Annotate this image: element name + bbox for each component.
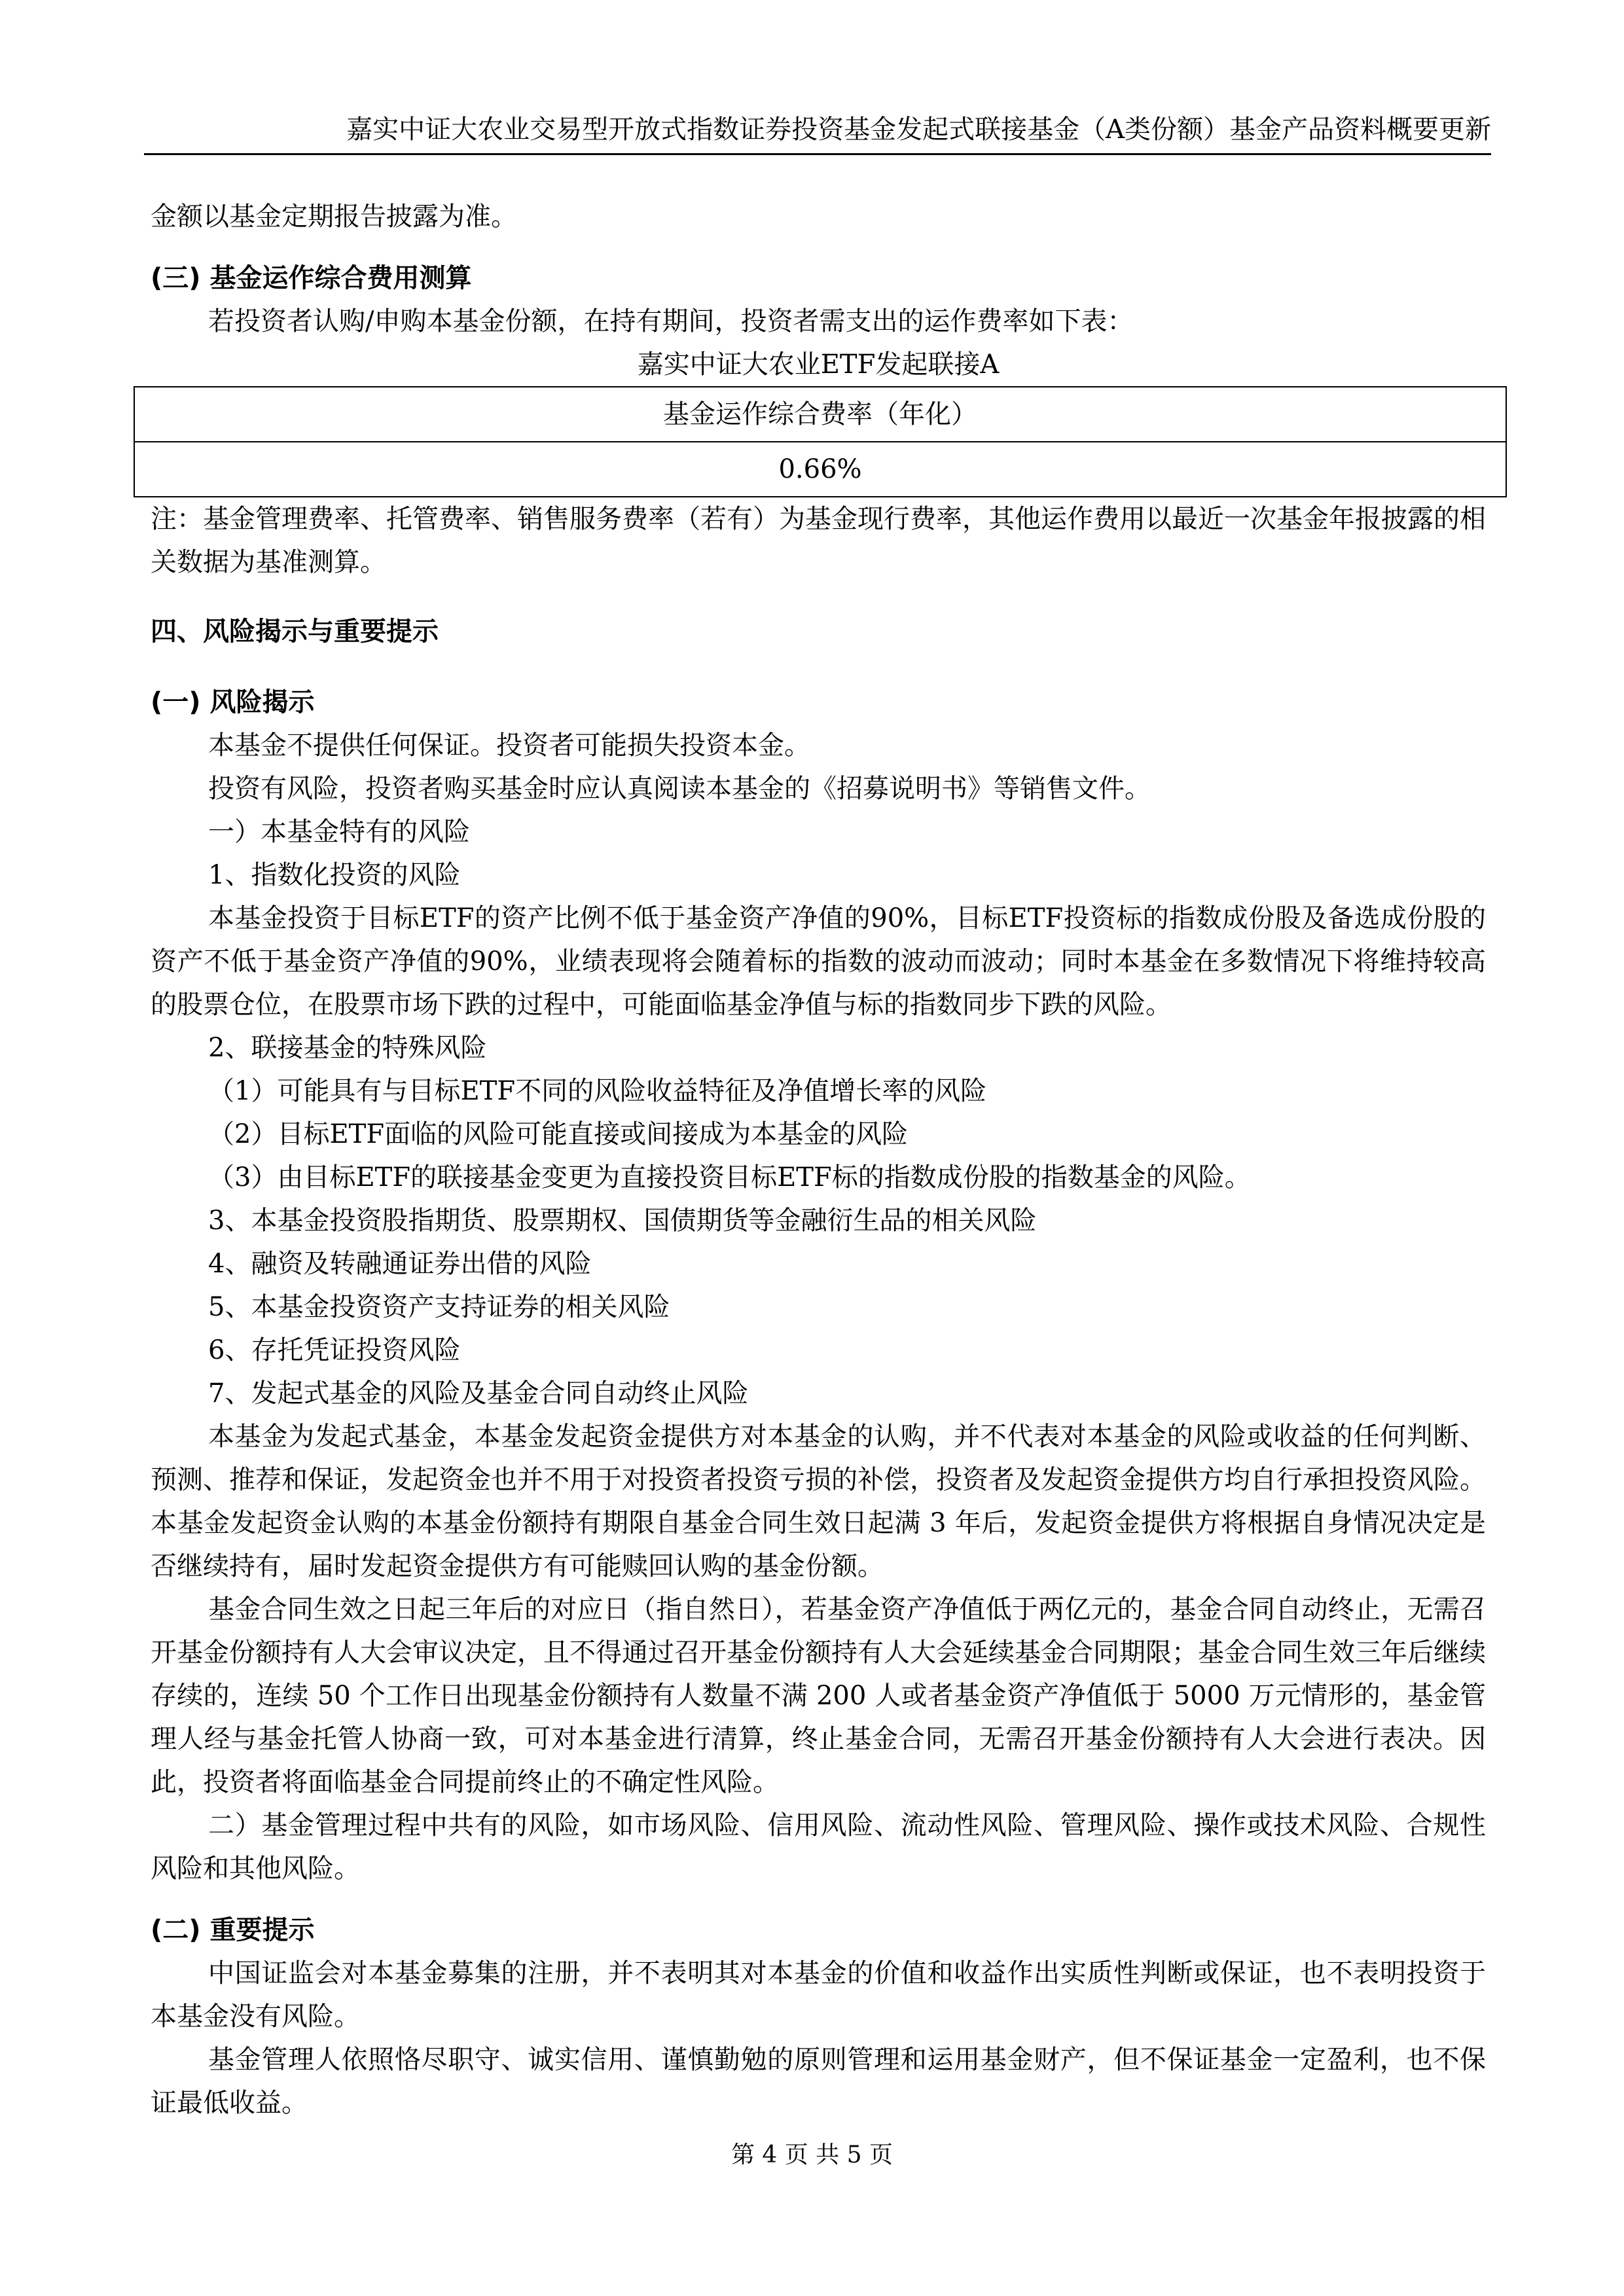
fee-intro-paragraph: 若投资者认购/申购本基金份额，在持有期间，投资者需支出的运作费率如下表： [208, 306, 1134, 336]
risk-paragraph: 3、本基金投资股指期货、股票期权、国债期货等金融衍生品的相关风险 [208, 1206, 1037, 1236]
risk-paragraph: 本基金投资于目标ETF的资产比例不低于基金资产净值的90%，目标ETF投资标的指数成份股及备选成份股的资产不低于基金资产净值的90%，业绩表现将会随着标的指数的波动而波动；同时本基金在多数情况下将维持较高的股票仓位，在股票市场下跌的过程中，可能面临基金净值与标的指数同步下跌的风险。 [151, 903, 1486, 1020]
subsection-title-risk: (一) 风险揭示 [151, 687, 315, 717]
tips-paragraph: 中国证监会对本基金募集的注册，并不表明其对本基金的价值和收益作出实质性判断或保证，也不表明投资于本基金没有风险。 [151, 1958, 1486, 2032]
risk-paragraph: 本基金不提供任何保证。投资者可能损失投资本金。 [208, 730, 810, 761]
table-row [134, 442, 1506, 497]
section-title-fee-estimate: (三) 基金运作综合费用测算 [151, 263, 472, 293]
risk-paragraph: 1、指数化投资的风险 [208, 860, 461, 890]
risk-paragraph: 二）基金管理过程中共有的风险，如市场风险、信用风险、流动性风险、管理风险、操作或技术风险、合规性风险和其他风险。 [151, 1810, 1486, 1884]
carry-over-paragraph: 金额以基金定期报告披露为准。 [151, 202, 517, 232]
risk-paragraph: 4、融资及转融通证券出借的风险 [208, 1249, 592, 1279]
risk-paragraph: 基金合同生效之日起三年后的对应日（指自然日），若基金资产净值低于两亿元的，基金合同自动终止，无需召开基金份额持有人大会审议决定，且不得通过召开基金份额持有人大会延续基金合同期限；基金合同生效三年后继续存续的，连续 50 个工作日出现基金份额持有人数量不满 200 人或者基金资产净值低于 5000 万元情形的，基金管理人经与基金托管人协商一致，可对本基金进行清算，终止基金合同，无需召开基金份额持有人大会进行表决。因此，投资者将面临基金合同提前终止的不确定性风险。 [151, 1594, 1486, 1797]
risk-paragraph: 7、发起式基金的风险及基金合同自动终止风险 [208, 1378, 749, 1408]
risk-paragraph: 2、联接基金的特殊风险 [208, 1033, 487, 1063]
fee-table-caption: 嘉实中证大农业ETF发起联接A [637, 350, 1000, 380]
risk-paragraph: 一）本基金特有的风险 [208, 817, 470, 847]
risk-paragraph: （1）可能具有与目标ETF不同的风险收益特征及净值增长率的风险 [208, 1076, 987, 1106]
risk-paragraph: 5、本基金投资资产支持证券的相关风险 [208, 1292, 670, 1322]
document-body [151, 195, 1486, 2125]
fee-table-value-cell: 0.66% [134, 442, 1506, 497]
fee-table-note: 注：基金管理费率、托管费率、销售服务费率（若有）为基金现行费率，其他运作费用以最近一次基金年报披露的相关数据为基准测算。 [151, 504, 1486, 577]
page-number: 第 4 页 共 5 页 [731, 2142, 893, 2168]
page-header: 嘉实中证大农业交易型开放式指数证券投资基金发起式联接基金（A类份额）基金产品资料概要更新 [144, 111, 1491, 155]
fee-table-header-cell: 基金运作综合费率（年化） [134, 387, 1506, 442]
tips-paragraph: 基金管理人依照恪尽职守、诚实信用、谨慎勤勉的原则管理和运用基金财产，但不保证基金一定盈利，也不保证最低收益。 [151, 2045, 1486, 2118]
risk-paragraph: 本基金为发起式基金，本基金发起资金提供方对本基金的认购，并不代表对本基金的风险或收益的任何判断、预测、推荐和保证，发起资金也并不用于对投资者投资亏损的补偿，投资者及发起资金提供方均自行承担投资风险。本基金发起资金认购的本基金份额持有期限自基金合同生效日起满 3 年后，发起资金提供方将根据自身情况决定是否继续持有，届时发起资金提供方有可能赎回认购的基金份额。 [151, 1422, 1486, 1581]
risk-paragraph: （3）由目标ETF的联接基金变更为直接投资目标ETF标的指数成份股的指数基金的风险。 [208, 1162, 1251, 1193]
risk-paragraph: （2）目标ETF面临的风险可能直接或间接成为本基金的风险 [208, 1119, 909, 1149]
risk-paragraph: 投资有风险，投资者购买基金时应认真阅读本基金的《招募说明书》等销售文件。 [208, 774, 1151, 804]
section-title-risk-and-tips: 四、风险揭示与重要提示 [151, 617, 439, 647]
table-row [134, 387, 1506, 442]
risk-paragraph: 6、存托凭证投资风险 [208, 1335, 461, 1365]
subsection-title-tips: (二) 重要提示 [151, 1915, 315, 1945]
fee-table [134, 386, 1507, 497]
